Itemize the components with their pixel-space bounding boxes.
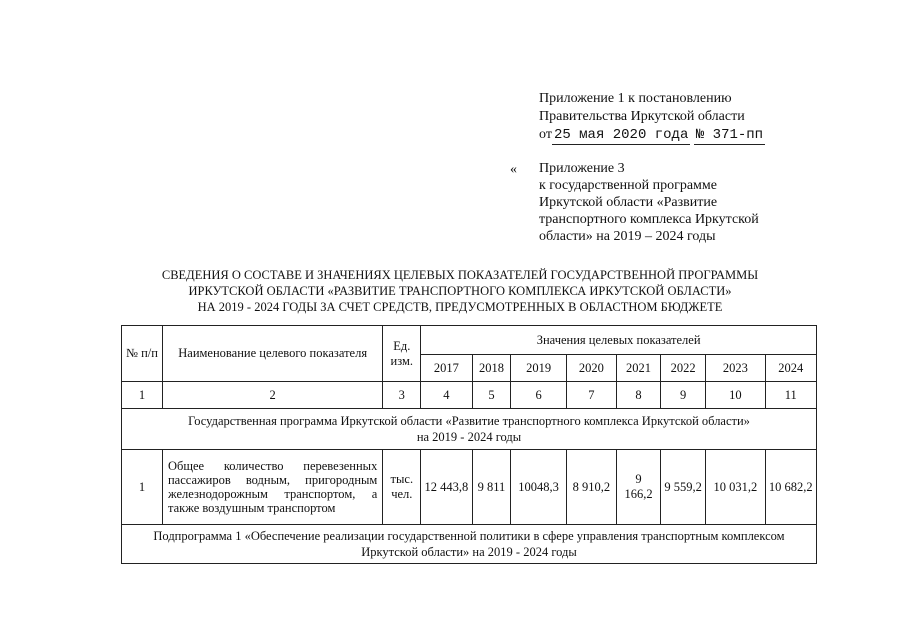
year-cell: 2022 bbox=[661, 355, 706, 382]
indicators-table bbox=[121, 325, 817, 564]
header-prefix: от bbox=[539, 127, 552, 142]
header-name: Наименование целевого показателя bbox=[162, 326, 382, 382]
title-line-3: НА 2019 - 2024 ГОДЫ ЗА СЧЕТ СРЕДСТВ, ПРЕДУСМОТРЕННЫХ В ОБЛАСТНОМ БЮДЖЕТЕ bbox=[197, 300, 723, 314]
row-value-2017: 12 443,8 bbox=[421, 450, 472, 525]
column-number: 8 bbox=[617, 382, 661, 409]
row-value-2024: 10 682,2 bbox=[765, 450, 816, 525]
column-number: 7 bbox=[566, 382, 616, 409]
resolution-header bbox=[539, 90, 839, 145]
column-number: 10 bbox=[706, 382, 765, 409]
title-line-2: ИРКУТСКОЙ ОБЛАСТИ «РАЗВИТИЕ ТРАНСПОРТНОГО КОМПЛЕКСА ИРКУТСКОЙ ОБЛАСТИ» bbox=[188, 284, 732, 298]
row-num: 1 bbox=[122, 450, 163, 525]
resolution-date: 25 мая 2020 года bbox=[553, 127, 689, 143]
row-value-2019: 10048,3 bbox=[511, 450, 566, 525]
program-title-row bbox=[122, 409, 817, 450]
document-title bbox=[60, 267, 860, 315]
table-row bbox=[122, 450, 817, 525]
column-number: 1 bbox=[122, 382, 163, 409]
column-number: 9 bbox=[661, 382, 706, 409]
header-line-3 bbox=[539, 126, 839, 145]
appendix-line-5: области» на 2019 – 2024 годы bbox=[539, 229, 716, 244]
subprogram-title-line-1: Подпрограмма 1 «Обеспечение реализации государственной политики в сфере управления транспортным комплексом bbox=[153, 529, 785, 543]
resolution-number: № 371-пп bbox=[695, 127, 764, 143]
table-header-row bbox=[122, 326, 817, 355]
appendix-line-4: транспортного комплекса Иркутской bbox=[539, 212, 759, 227]
column-number: 11 bbox=[765, 382, 816, 409]
year-cell: 2021 bbox=[617, 355, 661, 382]
column-number: 5 bbox=[472, 382, 511, 409]
row-value-2020: 8 910,2 bbox=[566, 450, 616, 525]
year-cell: 2024 bbox=[765, 355, 816, 382]
row-value-2023: 10 031,2 bbox=[706, 450, 765, 525]
header-values: Значения целевых показателей bbox=[421, 326, 817, 355]
header-num: № п/п bbox=[122, 326, 163, 382]
year-cell: 2017 bbox=[421, 355, 472, 382]
year-cell: 2018 bbox=[472, 355, 511, 382]
appendix-header bbox=[539, 160, 859, 245]
year-cell: 2020 bbox=[566, 355, 616, 382]
row-indicator-name: Общее количество перевезенных пассажиров водным, пригородным железнодорожным транспортом, а также воздушным транспортом bbox=[162, 450, 382, 525]
row-value-2018: 9 811 bbox=[472, 450, 511, 525]
program-title-cell bbox=[122, 409, 817, 450]
appendix-line-2: к государственной программе bbox=[539, 178, 717, 193]
column-number: 3 bbox=[383, 382, 421, 409]
row-value-2021: 9 166,2 bbox=[617, 450, 661, 525]
row-value-2022: 9 559,2 bbox=[661, 450, 706, 525]
column-number: 2 bbox=[162, 382, 382, 409]
program-title-line-2: на 2019 - 2024 годы bbox=[416, 430, 522, 444]
row-unit: тыс. чел. bbox=[383, 450, 421, 525]
header-unit: Ед. изм. bbox=[383, 326, 421, 382]
subprogram-title-line-2: Иркутской области» на 2019 - 2024 годы bbox=[361, 545, 577, 559]
appendix-line-1: Приложение 3 bbox=[539, 161, 625, 176]
table-numbering-row bbox=[122, 382, 817, 409]
year-cell: 2019 bbox=[511, 355, 566, 382]
header-line-2: Правительства Иркутской области bbox=[539, 109, 745, 124]
header-line-1: Приложение 1 к постановлению bbox=[539, 91, 732, 106]
opening-quote: « bbox=[510, 162, 517, 177]
column-number: 6 bbox=[511, 382, 566, 409]
appendix-line-3: Иркутской области «Развитие bbox=[539, 195, 718, 210]
subprogram-title-row bbox=[122, 525, 817, 564]
year-cell: 2023 bbox=[706, 355, 765, 382]
title-line-1: СВЕДЕНИЯ О СОСТАВЕ И ЗНАЧЕНИЯХ ЦЕЛЕВЫХ ПОКАЗАТЕЛЕЙ ГОСУДАРСТВЕННОЙ ПРОГРАММЫ bbox=[161, 268, 759, 282]
subprogram-title-cell bbox=[122, 525, 817, 564]
program-title-line-1: Государственная программа Иркутской области «Развитие транспортного комплекса Иркутской области» bbox=[188, 414, 750, 428]
column-number: 4 bbox=[421, 382, 472, 409]
